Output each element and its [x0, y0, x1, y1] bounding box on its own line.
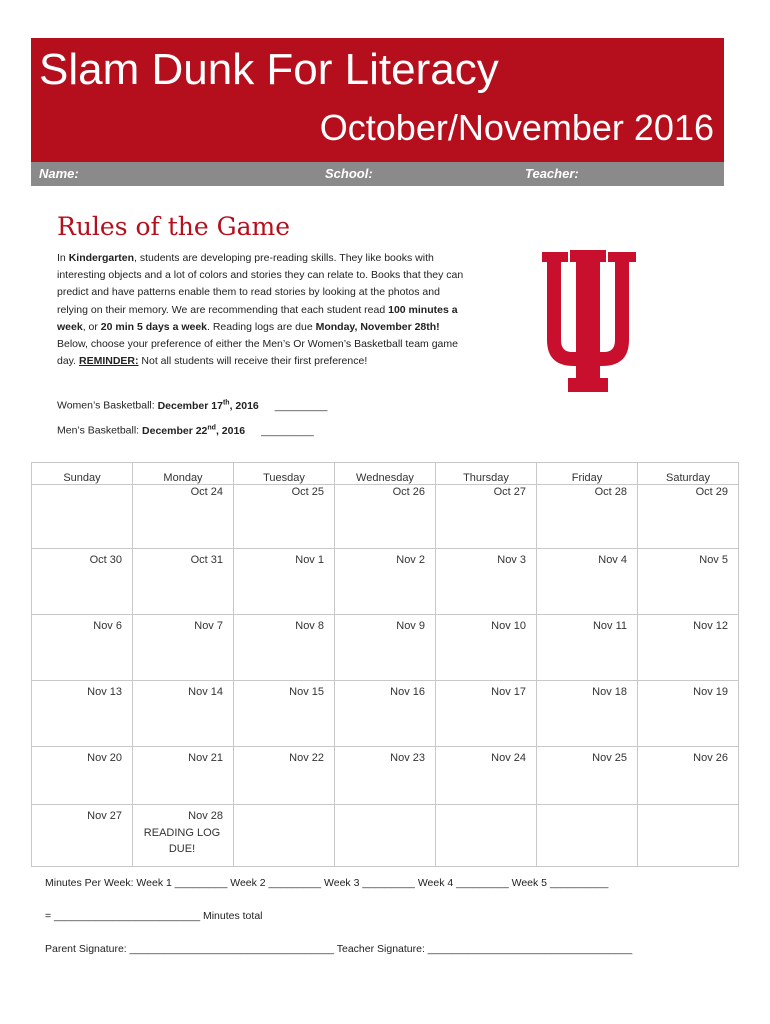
women-label: Women’s Basketball: [57, 399, 158, 412]
rules-text: Below, choose your preference of either the Men’s Or Women’s Basketball team game day. [57, 338, 458, 368]
calendar-day-cell[interactable] [638, 805, 739, 867]
calendar-day-cell[interactable]: Nov 26 [638, 747, 739, 805]
women-preference [57, 399, 327, 412]
day-header: Wednesday [335, 463, 436, 485]
calendar-day-cell[interactable]: Oct 30 [32, 549, 133, 615]
day-header: Monday [133, 463, 234, 485]
calendar-day-cell[interactable]: Nov 6 [32, 615, 133, 681]
day-header: Thursday [436, 463, 537, 485]
calendar-day-cell[interactable]: Nov 11 [537, 615, 638, 681]
calendar-day-cell[interactable]: Nov 16 [335, 681, 436, 747]
women-year: , 2016 [229, 399, 259, 412]
calendar-week-row [32, 681, 739, 747]
calendar-day-cell[interactable]: Nov 24 [436, 747, 537, 805]
school-label: School: [325, 166, 373, 181]
day-header: Saturday [638, 463, 739, 485]
calendar-day-cell[interactable]: Nov 2 [335, 549, 436, 615]
info-bar [31, 162, 724, 186]
calendar-day-cell[interactable]: Nov 3 [436, 549, 537, 615]
calendar-day-cell[interactable]: Nov 13 [32, 681, 133, 747]
men-date: December 22 [142, 424, 208, 437]
note-line: READING LOG [143, 827, 221, 839]
calendar-week-row [32, 615, 739, 681]
calendar-day-cell[interactable] [234, 805, 335, 867]
calendar-day-cell[interactable] [436, 805, 537, 867]
calendar-day-cell[interactable]: Nov 17 [436, 681, 537, 747]
day-header: Sunday [32, 463, 133, 485]
calendar-day-cell[interactable]: Nov 12 [638, 615, 739, 681]
calendar-day-cell[interactable] [133, 805, 234, 867]
day-header: Friday [537, 463, 638, 485]
rules-text: In [57, 252, 69, 264]
men-date-suffix: nd [207, 424, 216, 431]
calendar-day-cell[interactable]: Oct 26 [335, 485, 436, 549]
calendar-day-date: Nov 28 [188, 810, 223, 822]
rules-title: Rules of the Game [57, 212, 291, 241]
men-choice-blank[interactable]: _________ [261, 424, 314, 437]
signature-line[interactable]: Parent Signature: ___________________________________ Teacher Signature: ___________________________________ [45, 943, 633, 955]
header-banner [31, 38, 724, 162]
calendar-day-cell[interactable]: Oct 24 [133, 485, 234, 549]
reading-calendar [31, 462, 739, 867]
rules-text: , students are developing pre-reading skills. They like books with interesting objects and a lot of colors and stories they can relate to. Books that they can predict and have patterns enable them to read stories by looking at the photos and relying on their memory. We are recommending that each student read [57, 252, 464, 316]
calendar-day-cell[interactable]: Nov 15 [234, 681, 335, 747]
trident-logo-icon [514, 248, 662, 396]
calendar-week-row [32, 747, 739, 805]
calendar-day-cell[interactable]: Nov 23 [335, 747, 436, 805]
calendar-day-cell[interactable]: Oct 27 [436, 485, 537, 549]
calendar-day-cell[interactable]: Nov 27 [32, 805, 133, 867]
calendar-week-row [32, 549, 739, 615]
calendar-day-cell[interactable]: Oct 29 [638, 485, 739, 549]
calendar-day-cell[interactable] [537, 805, 638, 867]
women-date-suffix: th [222, 399, 230, 406]
page-subtitle: October/November 2016 [319, 107, 714, 148]
rules-text: Not all students will receive their first preference! [138, 355, 368, 368]
calendar-day-cell[interactable]: Nov 21 [133, 747, 234, 805]
calendar-day-cell[interactable]: Oct 25 [234, 485, 335, 549]
calendar-week-row [32, 805, 739, 867]
note-line: DUE! [168, 843, 196, 855]
teacher-label: Teacher: [525, 166, 579, 181]
calendar-day-cell[interactable]: Nov 22 [234, 747, 335, 805]
calendar-header-row [32, 463, 739, 485]
calendar-day-cell[interactable]: Oct 28 [537, 485, 638, 549]
minutes-total-line[interactable]: = _________________________ Minutes total [45, 910, 263, 922]
calendar-week-row [32, 485, 739, 549]
calendar-day-cell[interactable] [32, 485, 133, 549]
calendar-day-cell[interactable]: Nov 4 [537, 549, 638, 615]
name-label: Name: [39, 166, 79, 181]
reminder-label: REMINDER: [78, 355, 139, 368]
rules-paragraph [57, 250, 467, 370]
calendar-day-cell[interactable]: Nov 14 [133, 681, 234, 747]
page-title: Slam Dunk For Literacy [39, 45, 499, 94]
calendar-day-cell[interactable]: Nov 8 [234, 615, 335, 681]
women-date: December 17 [157, 399, 223, 412]
women-choice-blank[interactable]: _________ [274, 399, 328, 412]
calendar-day-cell[interactable]: Nov 1 [234, 549, 335, 615]
reading-log-due-note [133, 825, 223, 857]
goal-days: 20 min 5 days a week [100, 320, 208, 333]
men-year: , 2016 [215, 424, 246, 437]
calendar-day-cell[interactable]: Nov 25 [537, 747, 638, 805]
calendar-day-cell[interactable]: Nov 9 [335, 615, 436, 681]
calendar-day-cell[interactable]: Nov 5 [638, 549, 739, 615]
men-preference [57, 424, 314, 437]
due-date: Monday, November 28th! [315, 320, 440, 333]
men-label: Men’s Basketball: [57, 424, 143, 437]
minutes-per-week-line[interactable]: Minutes Per Week: Week 1 _________ Week 2 _________ Week 3 _________ Week 4 _________ Week 5 __________ [45, 877, 609, 889]
rules-text: . Reading logs are due [207, 320, 316, 333]
goal-minutes: 100 minutes a week [57, 303, 458, 333]
rules-text: , or [82, 320, 101, 333]
calendar-day-cell[interactable]: Nov 18 [537, 681, 638, 747]
calendar-day-cell[interactable]: Nov 7 [133, 615, 234, 681]
calendar-day-cell[interactable]: Oct 31 [133, 549, 234, 615]
day-header: Tuesday [234, 463, 335, 485]
grade-label: Kindergarten [68, 252, 135, 264]
calendar-day-cell[interactable]: Nov 10 [436, 615, 537, 681]
calendar-day-cell[interactable] [335, 805, 436, 867]
calendar-day-cell[interactable]: Nov 19 [638, 681, 739, 747]
calendar-day-cell[interactable]: Nov 20 [32, 747, 133, 805]
